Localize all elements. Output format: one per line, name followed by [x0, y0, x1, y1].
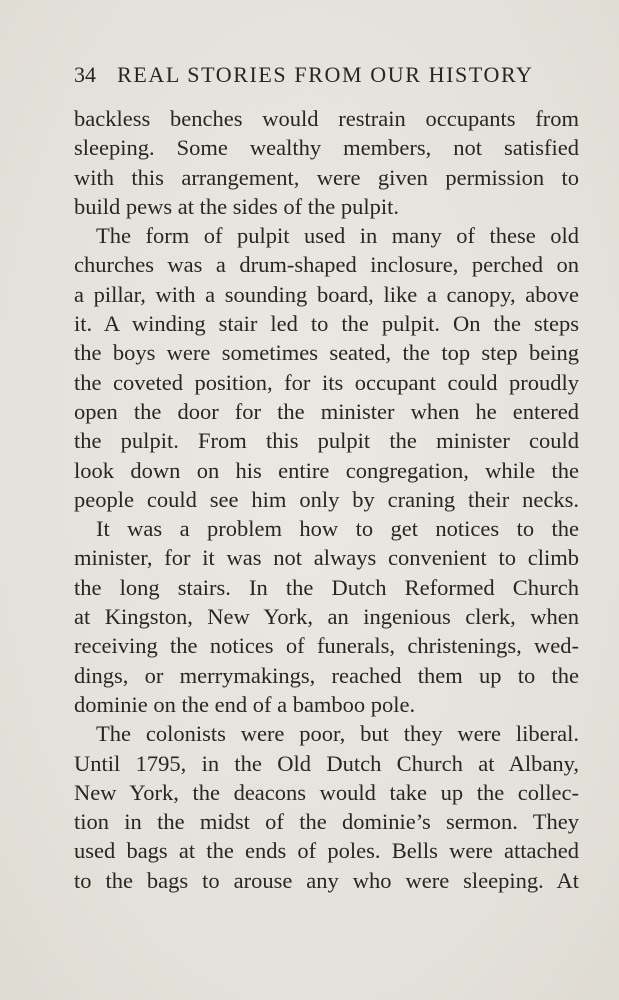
text-line: Until 1795, in the Old Dutch Church at Albany, — [74, 750, 579, 776]
paragraph-start-line: The form of pulpit used in many of these old — [96, 223, 579, 249]
text-line: the pulpit. From this pulpit the minister could — [74, 428, 579, 454]
text-line: dings, or merrymakings, reached them up to the — [74, 662, 579, 688]
text-line: at Kingston, New York, an ingenious clerk, when — [74, 604, 579, 630]
text-line: the boys were sometimes seated, the top step being — [74, 340, 579, 366]
text-line: dominie on the end of a bamboo pole. — [74, 691, 416, 717]
body-text — [74, 104, 579, 895]
text-line: people could see him only by craning their necks. — [74, 486, 579, 512]
text-line: open the door for the minister when he entered — [74, 398, 579, 424]
running-head: REAL STORIES FROM OUR HISTORY — [117, 62, 534, 87]
text-line: New York, the deacons would take up the collec- — [74, 779, 579, 805]
text-line: a pillar, with a sounding board, like a canopy, above — [74, 281, 579, 307]
text-line: used bags at the ends of poles. Bells were attached — [74, 838, 579, 864]
text-line: sleeping. Some wealthy members, not satisfied — [74, 135, 579, 161]
text-line: churches was a drum-shaped inclosure, perched on — [74, 252, 579, 278]
page-header — [74, 62, 554, 96]
text-line: it. A winding stair led to the pulpit. On the steps — [74, 311, 579, 337]
text-line: the long stairs. In the Dutch Reformed Church — [74, 574, 579, 600]
text-line: the coveted position, for its occupant could proudly — [74, 369, 579, 395]
text-line: with this arrangement, were given permission to — [74, 164, 579, 190]
text-line: minister, for it was not always convenient to climb — [74, 545, 579, 571]
page-number: 34 — [74, 62, 96, 87]
text-line: build pews at the sides of the pulpit. — [74, 193, 399, 219]
text-line: to the bags to arouse any who were sleeping. At — [74, 867, 579, 893]
paragraph-start-line: The colonists were poor, but they were liberal. — [96, 721, 579, 747]
text-line: tion in the midst of the dominie’s sermon. They — [74, 809, 579, 835]
text-line: look down on his entire congregation, while the — [74, 457, 579, 483]
paragraph-start-line: It was a problem how to get notices to the — [96, 516, 579, 542]
text-line: backless benches would restrain occupants from — [74, 106, 579, 131]
text-line: receiving the notices of funerals, christenings, wed- — [74, 633, 579, 659]
